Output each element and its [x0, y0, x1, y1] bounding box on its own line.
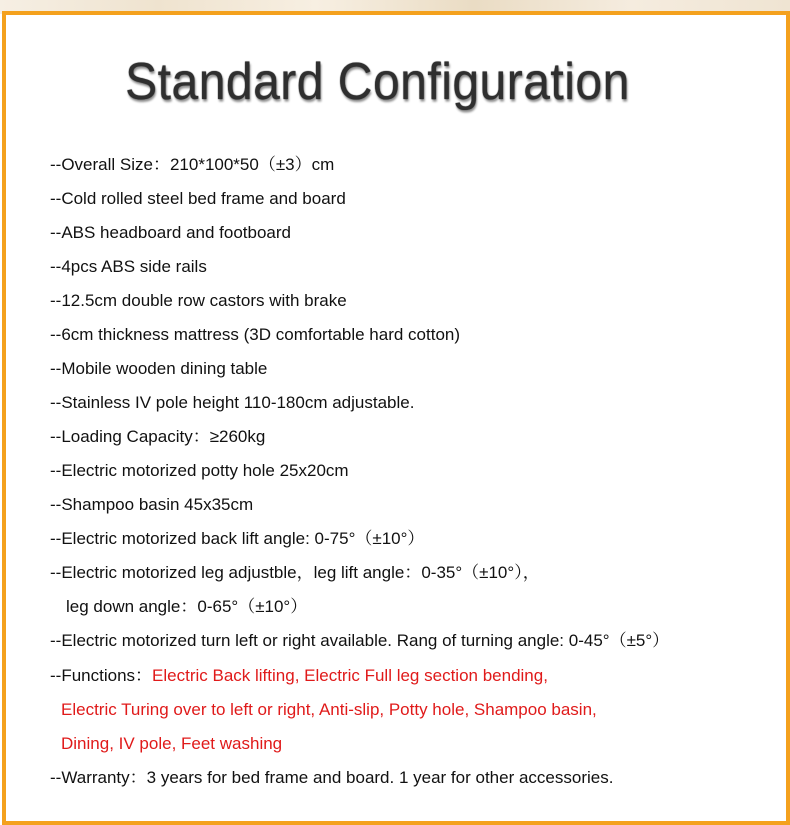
spec-castors: --12.5cm double row castors with brake: [50, 291, 347, 310]
spec-mattress: --6cm thickness mattress (3D comfortable hard cotton): [50, 325, 461, 344]
spec-iv-pole: --Stainless IV pole height 110-180cm adjustable.: [50, 393, 415, 412]
spec-head-footboard: --ABS headboard and footboard: [50, 223, 292, 242]
spec-shampoo-basin: --Shampoo basin 45x35cm: [50, 495, 254, 514]
spec-side-rails: --4pcs ABS side rails: [50, 257, 207, 276]
spec-back-lift: --Electric motorized back lift angle: 0-75°（±10°）: [50, 529, 425, 548]
spec-turning: --Electric motorized turn left or right available. Rang of turning angle: 0-45°（±5°）: [50, 631, 670, 650]
spec-dining-table: --Mobile wooden dining table: [50, 359, 268, 378]
spec-overall-size: --Overall Size：210*100*50（±3）cm: [50, 155, 335, 174]
page-title: Standard Configuration: [125, 53, 630, 112]
spec-potty-hole: --Electric motorized potty hole 25x20cm: [50, 461, 349, 480]
functions-text-1: Electric Back lifting, Electric Full leg section bending,: [152, 666, 548, 685]
functions-line: [50, 666, 548, 686]
functions-text-3: Dining, IV pole, Feet washing: [61, 734, 283, 753]
warranty-line: --Warranty：3 years for bed frame and board. 1 year for other accessories.: [50, 768, 614, 787]
spec-loading-capacity: --Loading Capacity：≥260kg: [50, 427, 266, 446]
functions-label: --Functions：: [50, 666, 153, 685]
spec-bed-frame: --Cold rolled steel bed frame and board: [50, 189, 346, 208]
spec-leg-down: leg down angle：0-65°（±10°）: [66, 597, 308, 616]
functions-text-2: Electric Turing over to left or right, Anti-slip, Potty hole, Shampoo basin,: [61, 700, 597, 719]
spec-leg-lift: --Electric motorized leg adjustble，leg lift angle：0-35°（±10°），: [50, 563, 540, 582]
